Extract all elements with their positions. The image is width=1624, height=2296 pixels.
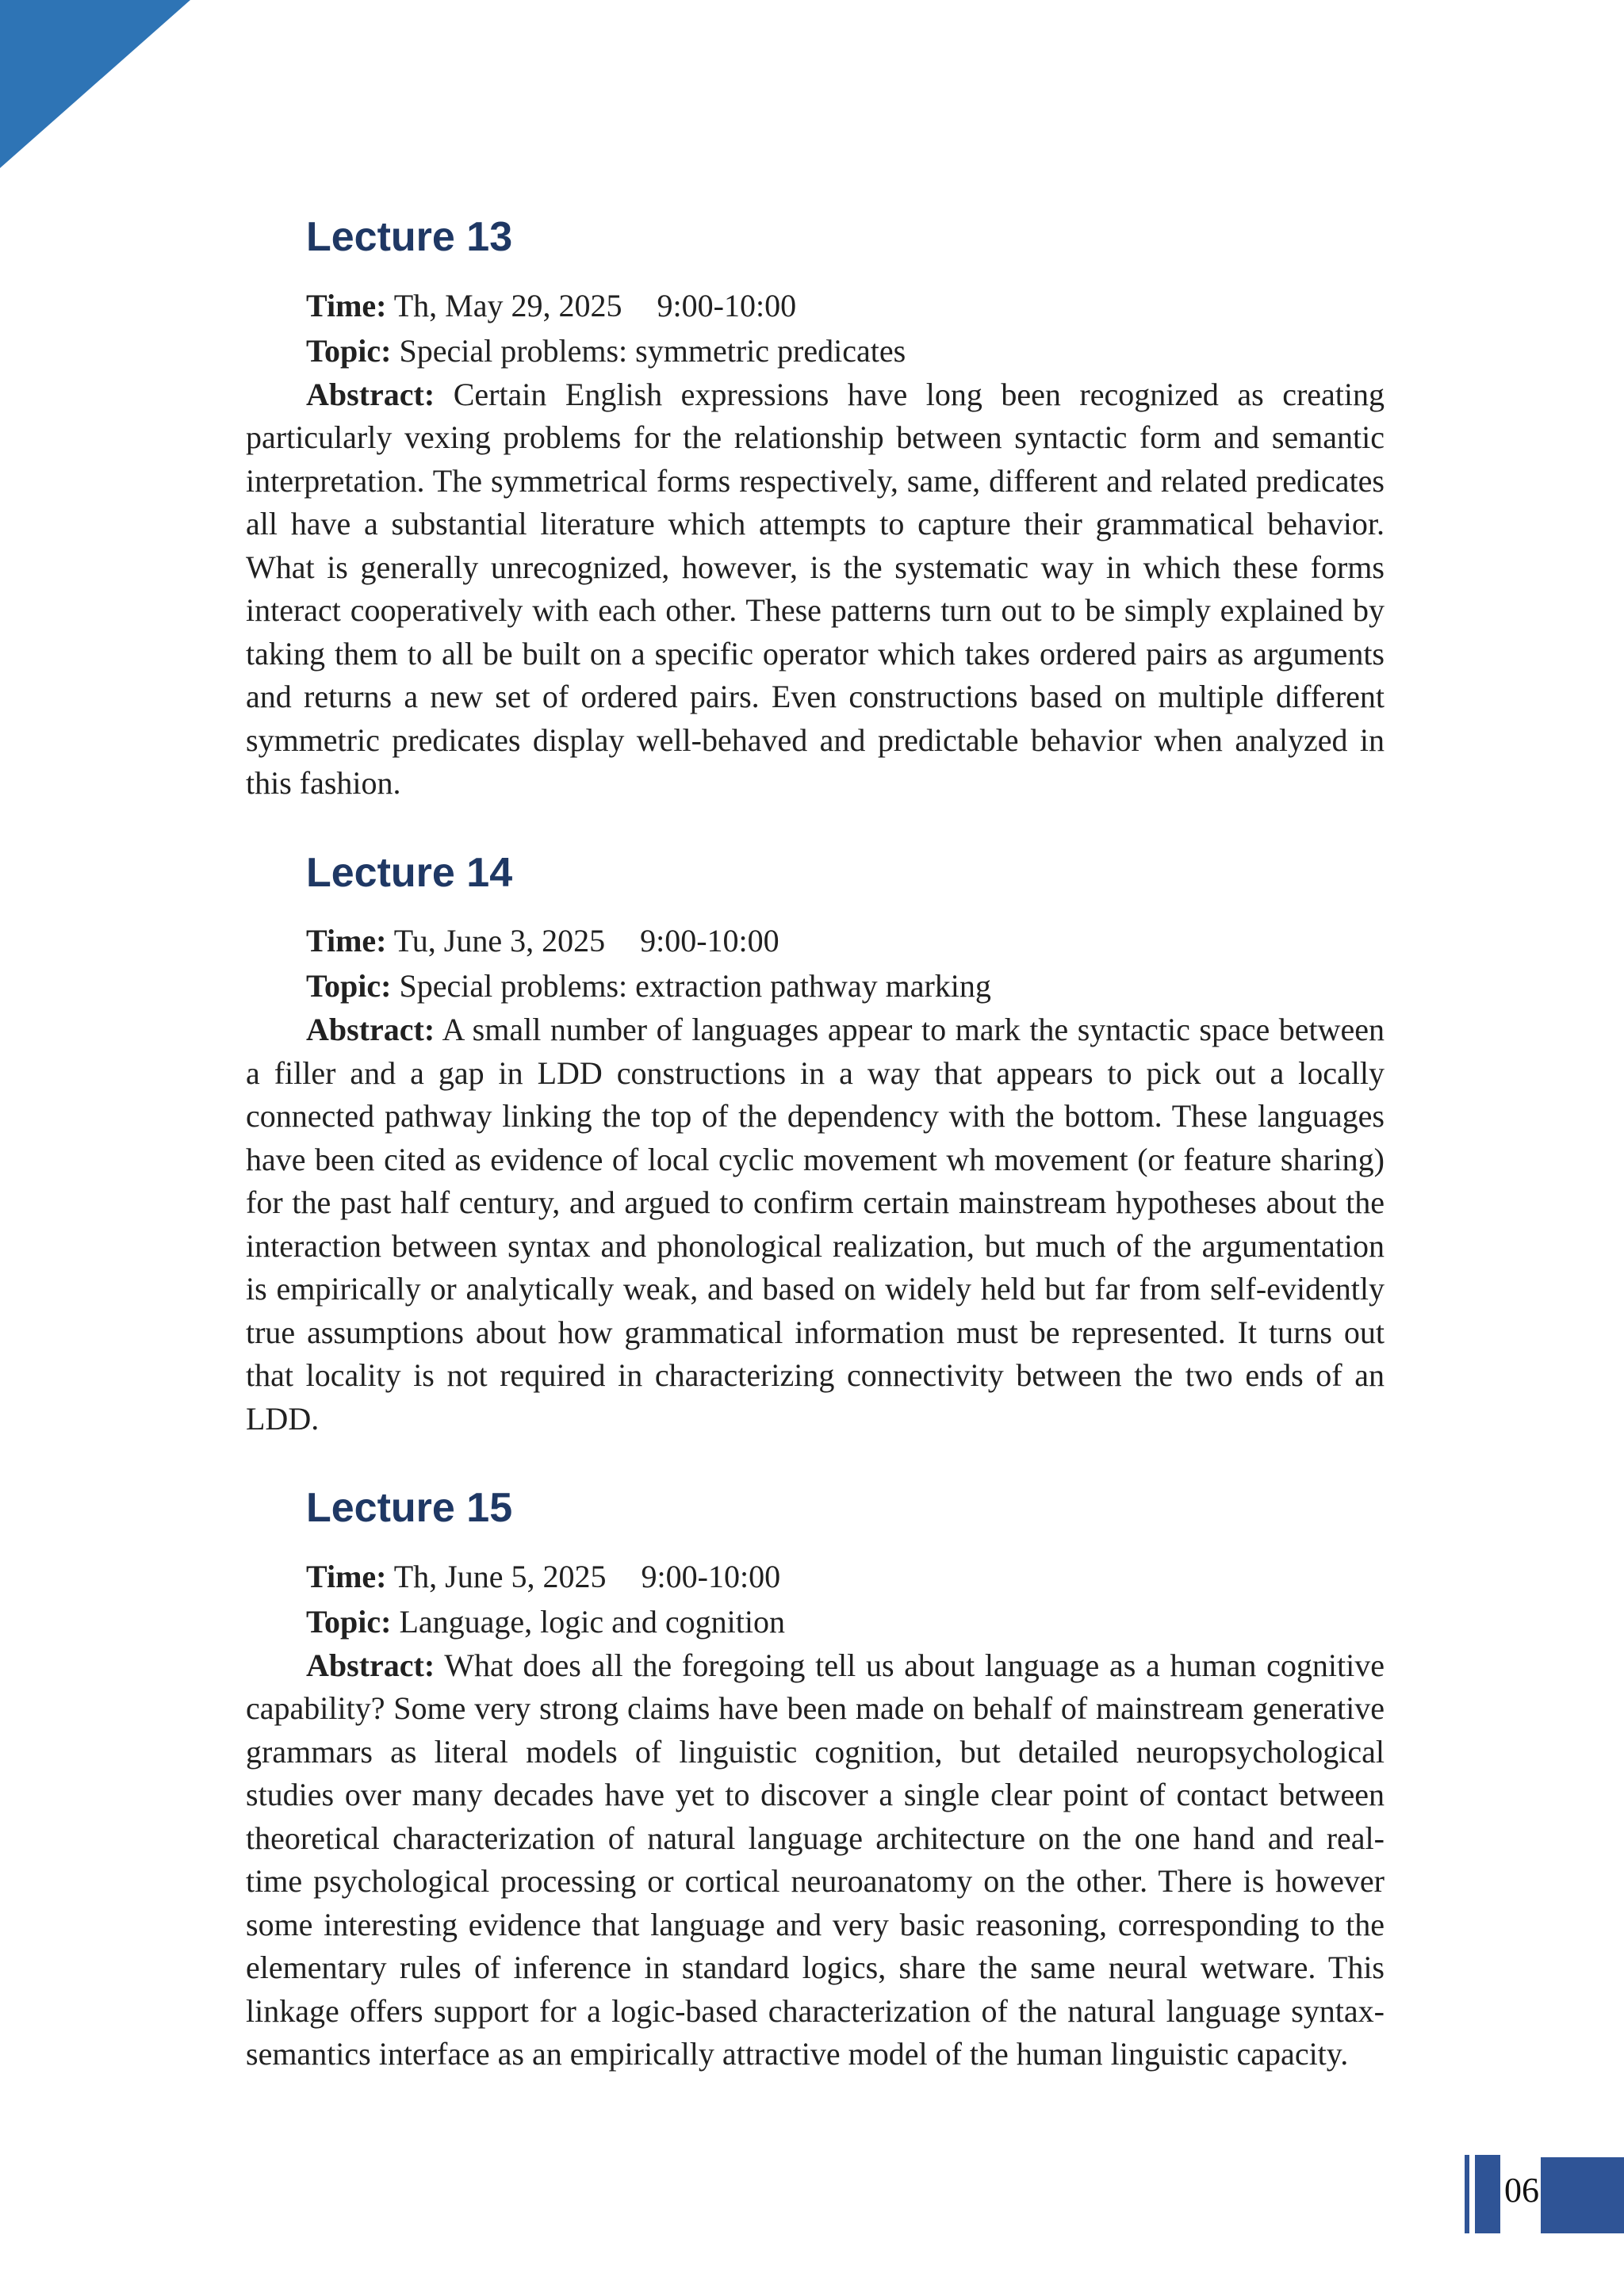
time-date: Th, May 29, 2025 (393, 287, 622, 323)
time-row (306, 918, 1385, 963)
abstract-text: What does all the foregoing tell us about language as a human cognitive capability? Some very strong claims have been made on behalf of mainstream generative grammars as literal models of linguistic cognition, but detailed neuropsychological studies over many decades have yet to discover a single clear point of contact between theoretical characterization of natural language architecture on the one hand and real-time psychological processing or cortical neuroanatomy on the other. There is however some interesting evidence that language and very basic reasoning, corresponding to the elementary rules of inference in standard logics, share the same neural wetware. This linkage offers support for a logic-based characterization of the natural language syntax-semantics interface as an empirically attractive model of the human linguistic capacity. (246, 1647, 1385, 2072)
abstract-label: Abstract: (306, 1012, 435, 1048)
topic-text: Language, logic and cognition (399, 1603, 785, 1640)
topic-label: Topic: (306, 1603, 392, 1640)
abstract-paragraph (246, 373, 1385, 806)
topic-text: Special problems: symmetric predicates (399, 332, 906, 369)
topic-label: Topic: (306, 332, 392, 369)
time-row (306, 1554, 1385, 1599)
lecture-title: Lecture 14 (306, 849, 513, 896)
footer-rect-decoration (1541, 2157, 1624, 2233)
time-label: Time: (306, 1558, 387, 1594)
lecture-section-15 (246, 1487, 1385, 2076)
time-label: Time: (306, 287, 387, 323)
footer-thin-bar-decoration (1465, 2155, 1469, 2233)
page-content (246, 0, 1385, 2076)
footer-thick-bar-decoration (1475, 2155, 1500, 2233)
lecture-title: Lecture 15 (306, 1485, 513, 1532)
topic-row (306, 328, 1385, 373)
time-label: Time: (306, 923, 387, 959)
abstract-label: Abstract: (306, 376, 435, 412)
lecture-section-13 (246, 216, 1385, 806)
abstract-paragraph (246, 1644, 1385, 2076)
time-row (306, 283, 1385, 328)
time-date: Th, June 5, 2025 (393, 1558, 607, 1594)
abstract-text: Certain English expressions have long been recognized as creating particularly vexing problems for the relationship between syntactic form and semantic interpretation. The symmetrical forms respectively, same, different and related predicates all have a substantial literature which attempts to capture their grammatical behavior. What is generally unrecognized, however, is the systematic way in which these forms interact cooperatively with each other. These patterns turn out to be simply explained by taking them to all be built on a specific operator which takes ordered pairs as arguments and returns a new set of ordered pairs. Even constructions based on multiple different symmetric predicates display well-behaved and predictable behavior when analyzed in this fashion. (246, 376, 1385, 802)
abstract-label: Abstract: (306, 1647, 435, 1683)
abstract-paragraph (246, 1008, 1385, 1441)
time-hours: 9:00-10:00 (641, 1558, 781, 1594)
abstract-text: A small number of languages appear to mark the syntactic space between a filler and a gap in LDD constructions in a way that appears to pick out a locally connected pathway linking the top of the dependency with the bottom. These languages have been cited as evidence of local cyclic movement wh movement (or feature sharing) for the past half century, and argued to confirm certain mainstream hypotheses about the interaction between syntax and phonological realization, but much of the argumentation is empirically or analytically weak, and based on widely held but far from self-evidently true assumptions about how grammatical information must be represented. It turns out that locality is not required in characterizing connectivity between the two ends of an LDD. (246, 1012, 1385, 1437)
topic-row (306, 963, 1385, 1008)
time-hours: 9:00-10:00 (640, 923, 779, 959)
topic-label: Topic: (306, 968, 392, 1004)
corner-triangle-decoration (0, 0, 190, 168)
lecture-section-14 (246, 851, 1385, 1441)
topic-row (306, 1599, 1385, 1644)
lecture-title: Lecture 13 (306, 214, 513, 260)
time-hours: 9:00-10:00 (657, 287, 797, 323)
page-number: 06 (1504, 2171, 1539, 2210)
topic-text: Special problems: extraction pathway marking (399, 968, 991, 1004)
time-date: Tu, June 3, 2025 (393, 923, 606, 959)
